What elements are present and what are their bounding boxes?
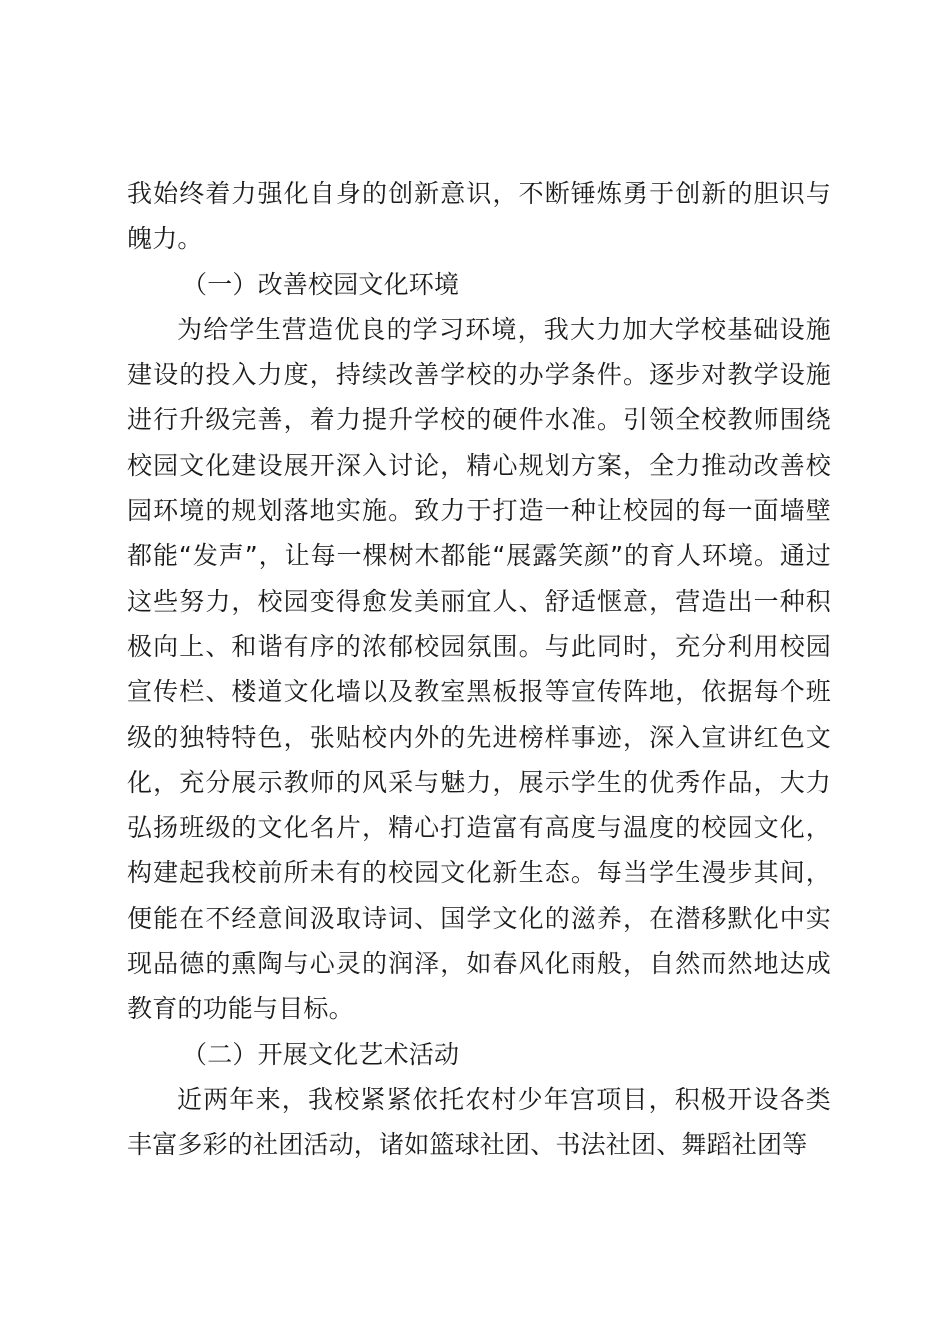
paragraph-cultural-activities: 近两年来，我校紧紧依托农村少年宫项目，积极开设各类丰富多彩的社团活动，诸如篮球社团、书法社团、舞蹈社团等 xyxy=(127,1084,831,1160)
paragraph-campus-environment: 为给学生营造优良的学习环境，我大力加大学校基础设施建设的投入力度，持续改善学校的办学条件。逐步对教学设施进行升级完善，着力提升学校的硬件水准。引领全校教师围绕校园文化建设展开深入讨论，精心规划方案，全力推动改善校园环境的规划落地实施。致力于打造一种让校园的每一面墙壁都能“发声”，让每一棵树木都能“展露笑颜”的育人环境。通过这些努力，校园变得愈发美丽宜人、舒适惬意，营造出一种积极向上、和谐有序的浓郁校园氛围。与此同时，充分利用校园宣传栏、楼道文化墙以及教室黑板报等宣传阵地，依据每个班级的独特特色，张贴校内外的先进榜样事迹，深入宣讲红色文化，充分展示教师的风采与魅力，展示学生的优秀作品，大力弘扬班级的文化名片，精心打造富有高度与温度的校园文化，构建起我校前所未有的校园文化新生态。每当学生漫步其间，便能在不经意间汲取诗词、国学文化的滋养，在潜移默化中实现品德的熏陶与心灵的润泽，如春风化雨般，自然而然地达成教育的功能与目标。 xyxy=(127,314,831,1024)
section-heading-campus-environment: （一）改善校园文化环境 xyxy=(182,269,460,299)
paragraph-innovation-continued: 我始终着力强化自身的创新意识，不断锤炼勇于创新的胆识与魄力。 xyxy=(127,179,831,254)
section-heading-cultural-activities: （二）开展文化艺术活动 xyxy=(182,1039,460,1069)
document-page xyxy=(127,171,831,1168)
